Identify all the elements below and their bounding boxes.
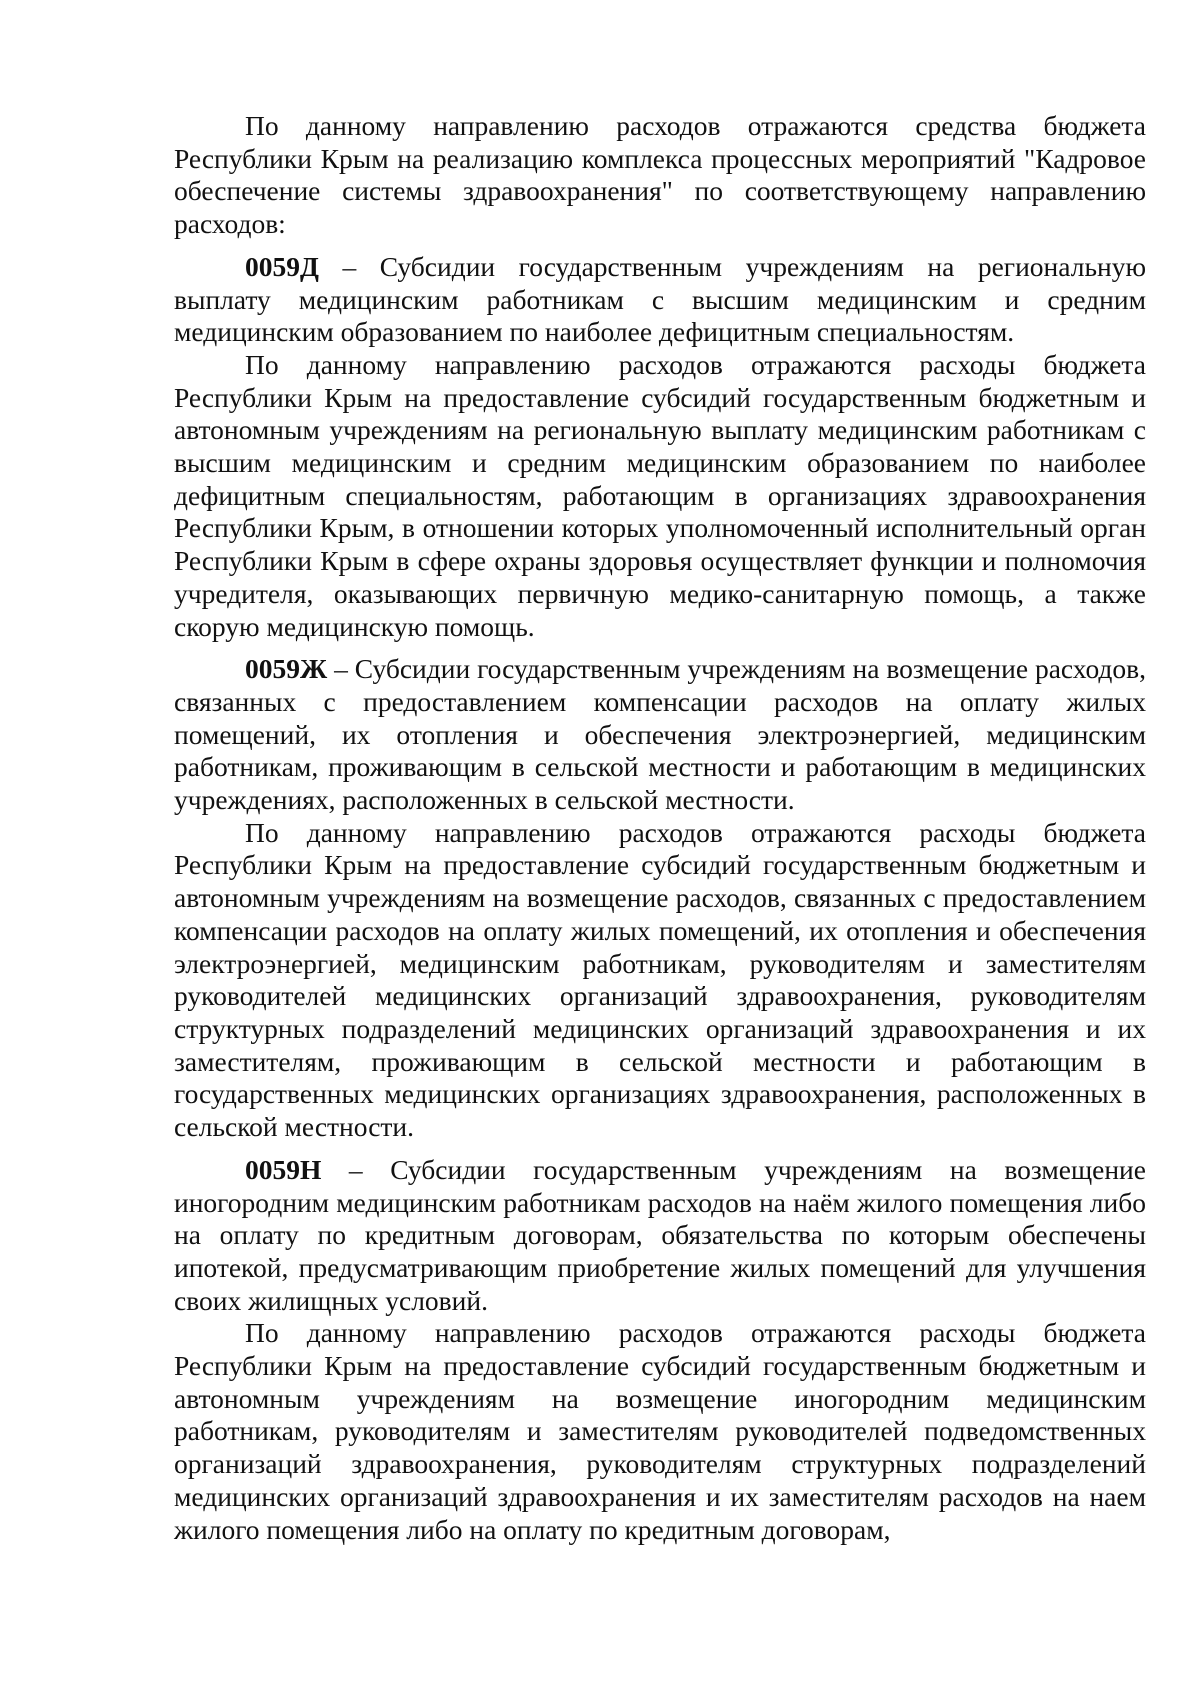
paragraph-text: – Субсидии государственным учреждениям на возмещение расходов, связанных с предоставлением компенсации расходов на оплату жилых помещений, их отопления и обеспечения электроэнергией, медицинским работникам, проживающим в сельской местности и работающим в медицинских учреждениях, расположенных в сельской местности. — [174, 653, 1146, 816]
paragraph-text: – Субсидии государственным учреждениям на региональную выплату медицинским работникам с высшим медицинским и средним медицинским образованием по наиболее дефицитным специальностям. — [174, 250, 1146, 348]
expense-code: 0059Д — [245, 250, 319, 282]
paragraph-0059d — [174, 251, 1146, 349]
paragraph-text: По данному направлению расходов отражаются средства бюджета Республики Крым на реализацию комплекса процессных мероприятий "Кадровое обеспечение системы здравоохранения" по соответствующему направлению расходов: — [174, 110, 1146, 240]
paragraph-0059n-description — [174, 1317, 1146, 1546]
paragraph-text: По данному направлению расходов отражаются расходы бюджета Республики Крым на предоставление субсидий государственным бюджетным и автономным учреждениям на возмещение расходов, связанных с предоставлением компенсации расходов на оплату жилых помещений, их отопления и обеспечения электроэнергией, медицинским работникам, руководителям и заместителям руководителей медицинских организаций здравоохранения, руководителям структурных подразделений медицинских организаций здравоохранения и их заместителям, проживающим в сельской местности и работающим в государственных медицинских организациях здравоохранения, расположенных в сельской местности. — [174, 816, 1146, 1143]
paragraph-text: – Субсидии государственным учреждениям на возмещение иногородним медицинским работникам расходов на наём жилого помещения либо на оплату по кредитным договорам, обязательства по которым обеспечены ипотекой, предусматривающим приобретение жилых помещений для улучшения своих жилищных условий. — [174, 1153, 1146, 1316]
paragraph-text: По данному направлению расходов отражаются расходы бюджета Республики Крым на предоставление субсидий государственным бюджетным и автономным учреждениям на региональную выплату медицинским работникам с высшим медицинским и средним медицинским образованием по наиболее дефицитным специальностям, работающим в организациях здравоохранения Республики Крым, в отношении которых уполномоченный исполнительный орган Республики Крым в сфере охраны здоровья осуществляет функции и полномочия учредителя, оказывающих первичную медико-санитарную помощь, а также скорую медицинскую помощь. — [174, 348, 1146, 642]
paragraph-0059n — [174, 1154, 1146, 1318]
paragraph-0059zh — [174, 653, 1146, 817]
document-page — [174, 110, 1146, 1546]
paragraph-0059d-description — [174, 349, 1146, 643]
expense-code: 0059Н — [245, 1153, 322, 1185]
paragraph-intro — [174, 110, 1146, 241]
paragraph-0059zh-description — [174, 817, 1146, 1144]
expense-code: 0059Ж — [245, 653, 328, 685]
paragraph-text: По данному направлению расходов отражаются расходы бюджета Республики Крым на предоставление субсидий государственным бюджетным и автономным учреждениям на возмещение иногородним медицинским работникам, руководителям и заместителям руководителей подведомственных организаций здравоохранения, руководителям структурных подразделений медицинских организаций здравоохранения и их заместителям расходов на наем жилого помещения либо на оплату по кредитным договорам, — [174, 1317, 1146, 1545]
